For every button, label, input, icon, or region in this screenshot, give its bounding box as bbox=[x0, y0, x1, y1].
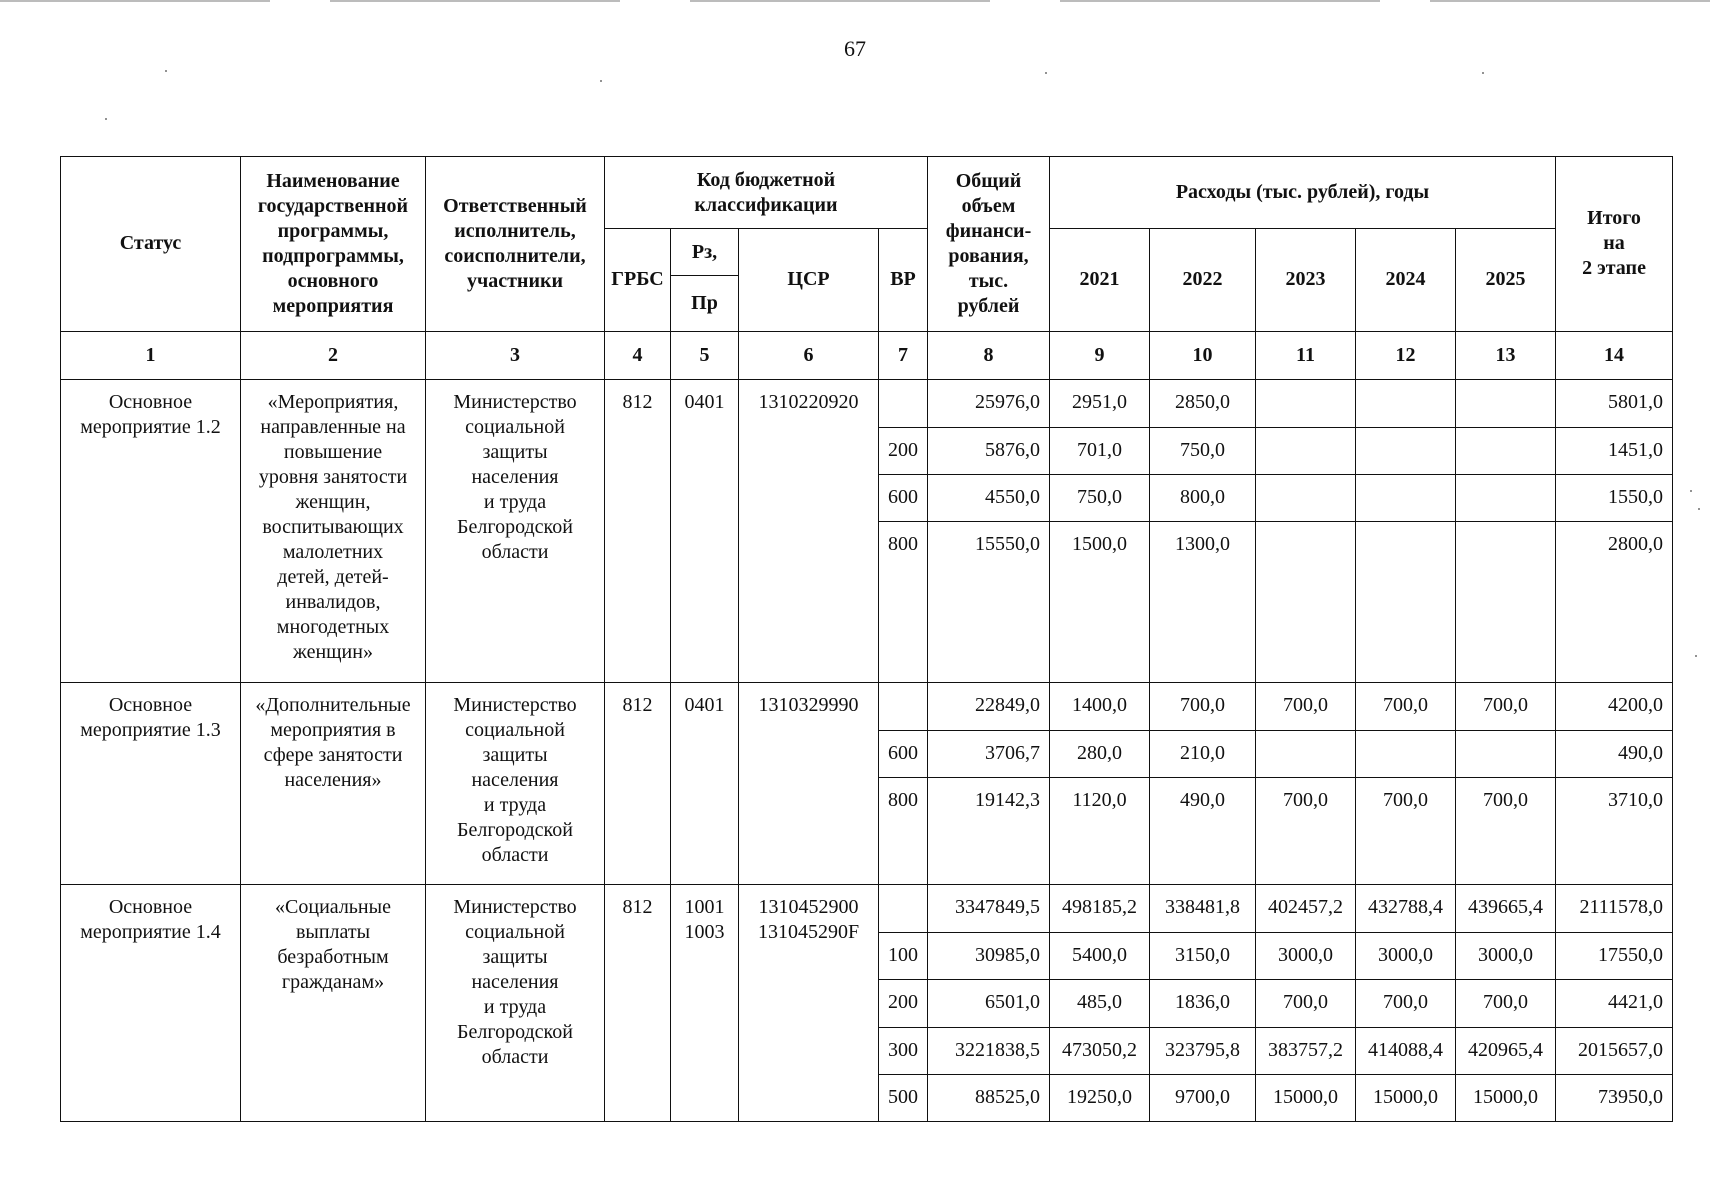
header-csr: ЦСР bbox=[739, 229, 879, 331]
year-2024-cell: 432788,4 bbox=[1356, 885, 1456, 933]
total-cell: 4550,0 bbox=[928, 474, 1050, 521]
total-cell: 30985,0 bbox=[928, 933, 1050, 980]
year-2024-cell: 3000,0 bbox=[1356, 933, 1456, 980]
table-row bbox=[61, 682, 1673, 730]
scan-speck bbox=[105, 118, 107, 120]
scan-speck bbox=[165, 70, 167, 72]
executor-cell: Министерство социальной защиты населения и труда Белгородской области bbox=[426, 885, 605, 1122]
stage-total-cell: 4421,0 bbox=[1556, 980, 1673, 1027]
year-2025-cell: 700,0 bbox=[1456, 980, 1556, 1027]
program-name-cell: «Дополнительные мероприятия в сфере занятости населения» bbox=[241, 682, 426, 885]
scan-edge-mark bbox=[690, 0, 990, 2]
vr-cell: 100 bbox=[879, 933, 928, 980]
scan-edge-mark bbox=[0, 0, 270, 2]
vr-cell bbox=[879, 682, 928, 730]
year-2025-cell: 700,0 bbox=[1456, 777, 1556, 884]
header-grbs: ГРБС bbox=[605, 229, 671, 331]
year-2021-cell: 750,0 bbox=[1050, 474, 1150, 521]
vr-cell: 200 bbox=[879, 980, 928, 1027]
column-index: 6 bbox=[739, 331, 879, 379]
grbs-cell: 812 bbox=[605, 379, 671, 682]
year-2022-cell: 700,0 bbox=[1150, 682, 1256, 730]
stage-total-cell: 490,0 bbox=[1556, 730, 1673, 777]
year-2025-cell: 3000,0 bbox=[1456, 933, 1556, 980]
year-2023-cell bbox=[1256, 379, 1356, 427]
header-year-2024: 2024 bbox=[1356, 229, 1456, 331]
column-index: 8 bbox=[928, 331, 1050, 379]
year-2022-cell: 1836,0 bbox=[1150, 980, 1256, 1027]
stage-total-cell: 17550,0 bbox=[1556, 933, 1673, 980]
status-cell: Основное мероприятие 1.3 bbox=[61, 682, 241, 885]
status-cell: Основное мероприятие 1.2 bbox=[61, 379, 241, 682]
year-2023-cell: 700,0 bbox=[1256, 682, 1356, 730]
year-2024-cell bbox=[1356, 730, 1456, 777]
stage-total-cell: 5801,0 bbox=[1556, 379, 1673, 427]
year-2021-cell: 1400,0 bbox=[1050, 682, 1150, 730]
column-index: 2 bbox=[241, 331, 426, 379]
vr-cell: 500 bbox=[879, 1074, 928, 1121]
table-row bbox=[61, 379, 1673, 427]
rzpr-cell: 0401 bbox=[671, 682, 739, 885]
column-index: 7 bbox=[879, 331, 928, 379]
year-2021-cell: 485,0 bbox=[1050, 980, 1150, 1027]
stage-total-cell: 4200,0 bbox=[1556, 682, 1673, 730]
year-2023-cell: 402457,2 bbox=[1256, 885, 1356, 933]
header-row-top bbox=[61, 157, 1673, 229]
year-2021-cell: 19250,0 bbox=[1050, 1074, 1150, 1121]
program-name-cell: «Социальные выплаты безработным гражданам» bbox=[241, 885, 426, 1122]
column-index: 1 bbox=[61, 331, 241, 379]
csr-cell: 1310220920 bbox=[739, 379, 879, 682]
budget-table bbox=[60, 156, 1673, 1122]
year-2023-cell bbox=[1256, 730, 1356, 777]
year-2025-cell bbox=[1456, 379, 1556, 427]
header-year-2022: 2022 bbox=[1150, 229, 1256, 331]
total-cell: 88525,0 bbox=[928, 1074, 1050, 1121]
total-cell: 22849,0 bbox=[928, 682, 1050, 730]
stage-total-cell: 2111578,0 bbox=[1556, 885, 1673, 933]
year-2024-cell bbox=[1356, 427, 1456, 474]
year-2023-cell: 700,0 bbox=[1256, 777, 1356, 884]
header-vr: ВР bbox=[879, 229, 928, 331]
year-2021-cell: 1120,0 bbox=[1050, 777, 1150, 884]
total-cell: 3706,7 bbox=[928, 730, 1050, 777]
header-pr: Пр bbox=[671, 276, 739, 331]
scan-speck bbox=[1690, 490, 1692, 492]
scan-edge-mark bbox=[330, 0, 620, 2]
column-index: 3 bbox=[426, 331, 605, 379]
header-year-2023: 2023 bbox=[1256, 229, 1356, 331]
grbs-cell: 812 bbox=[605, 682, 671, 885]
status-cell: Основное мероприятие 1.4 bbox=[61, 885, 241, 1122]
header-executor: Ответственный исполнитель, соисполнители, участники bbox=[426, 157, 605, 332]
header-year-2025: 2025 bbox=[1456, 229, 1556, 331]
year-2024-cell: 700,0 bbox=[1356, 682, 1456, 730]
year-2021-cell: 701,0 bbox=[1050, 427, 1150, 474]
program-name-cell: «Мероприятия, направленные на повышение уровня занятости женщин, воспитывающих малолетних детей, детей- инвалидов, многодетных женщин» bbox=[241, 379, 426, 682]
year-2022-cell: 3150,0 bbox=[1150, 933, 1256, 980]
scan-edge-mark bbox=[1060, 0, 1380, 2]
scan-speck bbox=[1482, 72, 1484, 74]
executor-cell: Министерство социальной защиты населения и труда Белгородской области bbox=[426, 379, 605, 682]
rzpr-cell: 0401 bbox=[671, 379, 739, 682]
year-2022-cell: 490,0 bbox=[1150, 777, 1256, 884]
vr-cell: 200 bbox=[879, 427, 928, 474]
year-2021-cell: 280,0 bbox=[1050, 730, 1150, 777]
year-2025-cell: 420965,4 bbox=[1456, 1027, 1556, 1074]
header-total-volume: Общий объем финанси- рования, тыс. рублей bbox=[928, 157, 1050, 332]
total-cell: 6501,0 bbox=[928, 980, 1050, 1027]
year-2022-cell: 210,0 bbox=[1150, 730, 1256, 777]
vr-cell: 800 bbox=[879, 522, 928, 682]
year-2024-cell bbox=[1356, 522, 1456, 682]
column-index: 14 bbox=[1556, 331, 1673, 379]
scan-edge-mark bbox=[1430, 0, 1710, 2]
year-2024-cell: 15000,0 bbox=[1356, 1074, 1456, 1121]
total-cell: 5876,0 bbox=[928, 427, 1050, 474]
stage-total-cell: 73950,0 bbox=[1556, 1074, 1673, 1121]
vr-cell: 600 bbox=[879, 730, 928, 777]
grbs-cell: 812 bbox=[605, 885, 671, 1122]
year-2022-cell: 1300,0 bbox=[1150, 522, 1256, 682]
budget-table-wrapper bbox=[60, 156, 1672, 1122]
year-2024-cell: 700,0 bbox=[1356, 777, 1456, 884]
rzpr-cell: 1001 1003 bbox=[671, 885, 739, 1122]
vr-cell: 600 bbox=[879, 474, 928, 521]
vr-cell bbox=[879, 379, 928, 427]
year-2021-cell: 498185,2 bbox=[1050, 885, 1150, 933]
stage-total-cell: 1550,0 bbox=[1556, 474, 1673, 521]
year-2025-cell: 700,0 bbox=[1456, 682, 1556, 730]
year-2024-cell: 700,0 bbox=[1356, 980, 1456, 1027]
column-index: 9 bbox=[1050, 331, 1150, 379]
year-2021-cell: 1500,0 bbox=[1050, 522, 1150, 682]
stage-total-cell: 2015657,0 bbox=[1556, 1027, 1673, 1074]
total-cell: 25976,0 bbox=[928, 379, 1050, 427]
total-cell: 15550,0 bbox=[928, 522, 1050, 682]
year-2022-cell: 800,0 bbox=[1150, 474, 1256, 521]
vr-cell bbox=[879, 885, 928, 933]
year-2023-cell: 700,0 bbox=[1256, 980, 1356, 1027]
year-2023-cell: 3000,0 bbox=[1256, 933, 1356, 980]
year-2025-cell: 439665,4 bbox=[1456, 885, 1556, 933]
year-2022-cell: 9700,0 bbox=[1150, 1074, 1256, 1121]
year-2022-cell: 750,0 bbox=[1150, 427, 1256, 474]
page-number: 67 bbox=[844, 36, 866, 61]
column-index: 5 bbox=[671, 331, 739, 379]
year-2025-cell bbox=[1456, 427, 1556, 474]
year-2023-cell: 15000,0 bbox=[1256, 1074, 1356, 1121]
year-2022-cell: 338481,8 bbox=[1150, 885, 1256, 933]
stage-total-cell: 1451,0 bbox=[1556, 427, 1673, 474]
year-2021-cell: 2951,0 bbox=[1050, 379, 1150, 427]
scan-speck bbox=[600, 80, 602, 82]
year-2024-cell bbox=[1356, 474, 1456, 521]
stage-total-cell: 2800,0 bbox=[1556, 522, 1673, 682]
year-2023-cell bbox=[1256, 522, 1356, 682]
header-status: Статус bbox=[61, 157, 241, 332]
year-2024-cell: 414088,4 bbox=[1356, 1027, 1456, 1074]
total-cell: 3221838,5 bbox=[928, 1027, 1050, 1074]
year-2023-cell: 383757,2 bbox=[1256, 1027, 1356, 1074]
year-2022-cell: 2850,0 bbox=[1150, 379, 1256, 427]
year-2021-cell: 5400,0 bbox=[1050, 933, 1150, 980]
header-expenses: Расходы (тыс. рублей), годы bbox=[1050, 157, 1556, 229]
year-2021-cell: 473050,2 bbox=[1050, 1027, 1150, 1074]
header-year-2021: 2021 bbox=[1050, 229, 1150, 331]
total-cell: 19142,3 bbox=[928, 777, 1050, 884]
year-2022-cell: 323795,8 bbox=[1150, 1027, 1256, 1074]
column-index: 11 bbox=[1256, 331, 1356, 379]
header-stage-total: Итого на 2 этапе bbox=[1556, 157, 1673, 332]
scan-speck bbox=[1695, 655, 1697, 657]
column-index: 12 bbox=[1356, 331, 1456, 379]
header-rz: Рз, bbox=[671, 229, 739, 276]
csr-cell: 1310329990 bbox=[739, 682, 879, 885]
year-2023-cell bbox=[1256, 427, 1356, 474]
column-index: 4 bbox=[605, 331, 671, 379]
year-2025-cell: 15000,0 bbox=[1456, 1074, 1556, 1121]
scan-speck bbox=[1698, 508, 1700, 510]
csr-cell: 1310452900 131045290F bbox=[739, 885, 879, 1122]
total-cell: 3347849,5 bbox=[928, 885, 1050, 933]
executor-cell: Министерство социальной защиты населения и труда Белгородской области bbox=[426, 682, 605, 885]
header-budget-code: Код бюджетной классификации bbox=[605, 157, 928, 229]
table-row bbox=[61, 885, 1673, 933]
year-2024-cell bbox=[1356, 379, 1456, 427]
year-2025-cell bbox=[1456, 522, 1556, 682]
scan-speck bbox=[1045, 72, 1047, 74]
vr-cell: 300 bbox=[879, 1027, 928, 1074]
year-2025-cell bbox=[1456, 730, 1556, 777]
header-program-name: Наименование государственной программы, подпрограммы, основного мероприятия bbox=[241, 157, 426, 332]
column-index-row bbox=[61, 331, 1673, 379]
vr-cell: 800 bbox=[879, 777, 928, 884]
column-index: 13 bbox=[1456, 331, 1556, 379]
column-index: 10 bbox=[1150, 331, 1256, 379]
stage-total-cell: 3710,0 bbox=[1556, 777, 1673, 884]
year-2023-cell bbox=[1256, 474, 1356, 521]
year-2025-cell bbox=[1456, 474, 1556, 521]
